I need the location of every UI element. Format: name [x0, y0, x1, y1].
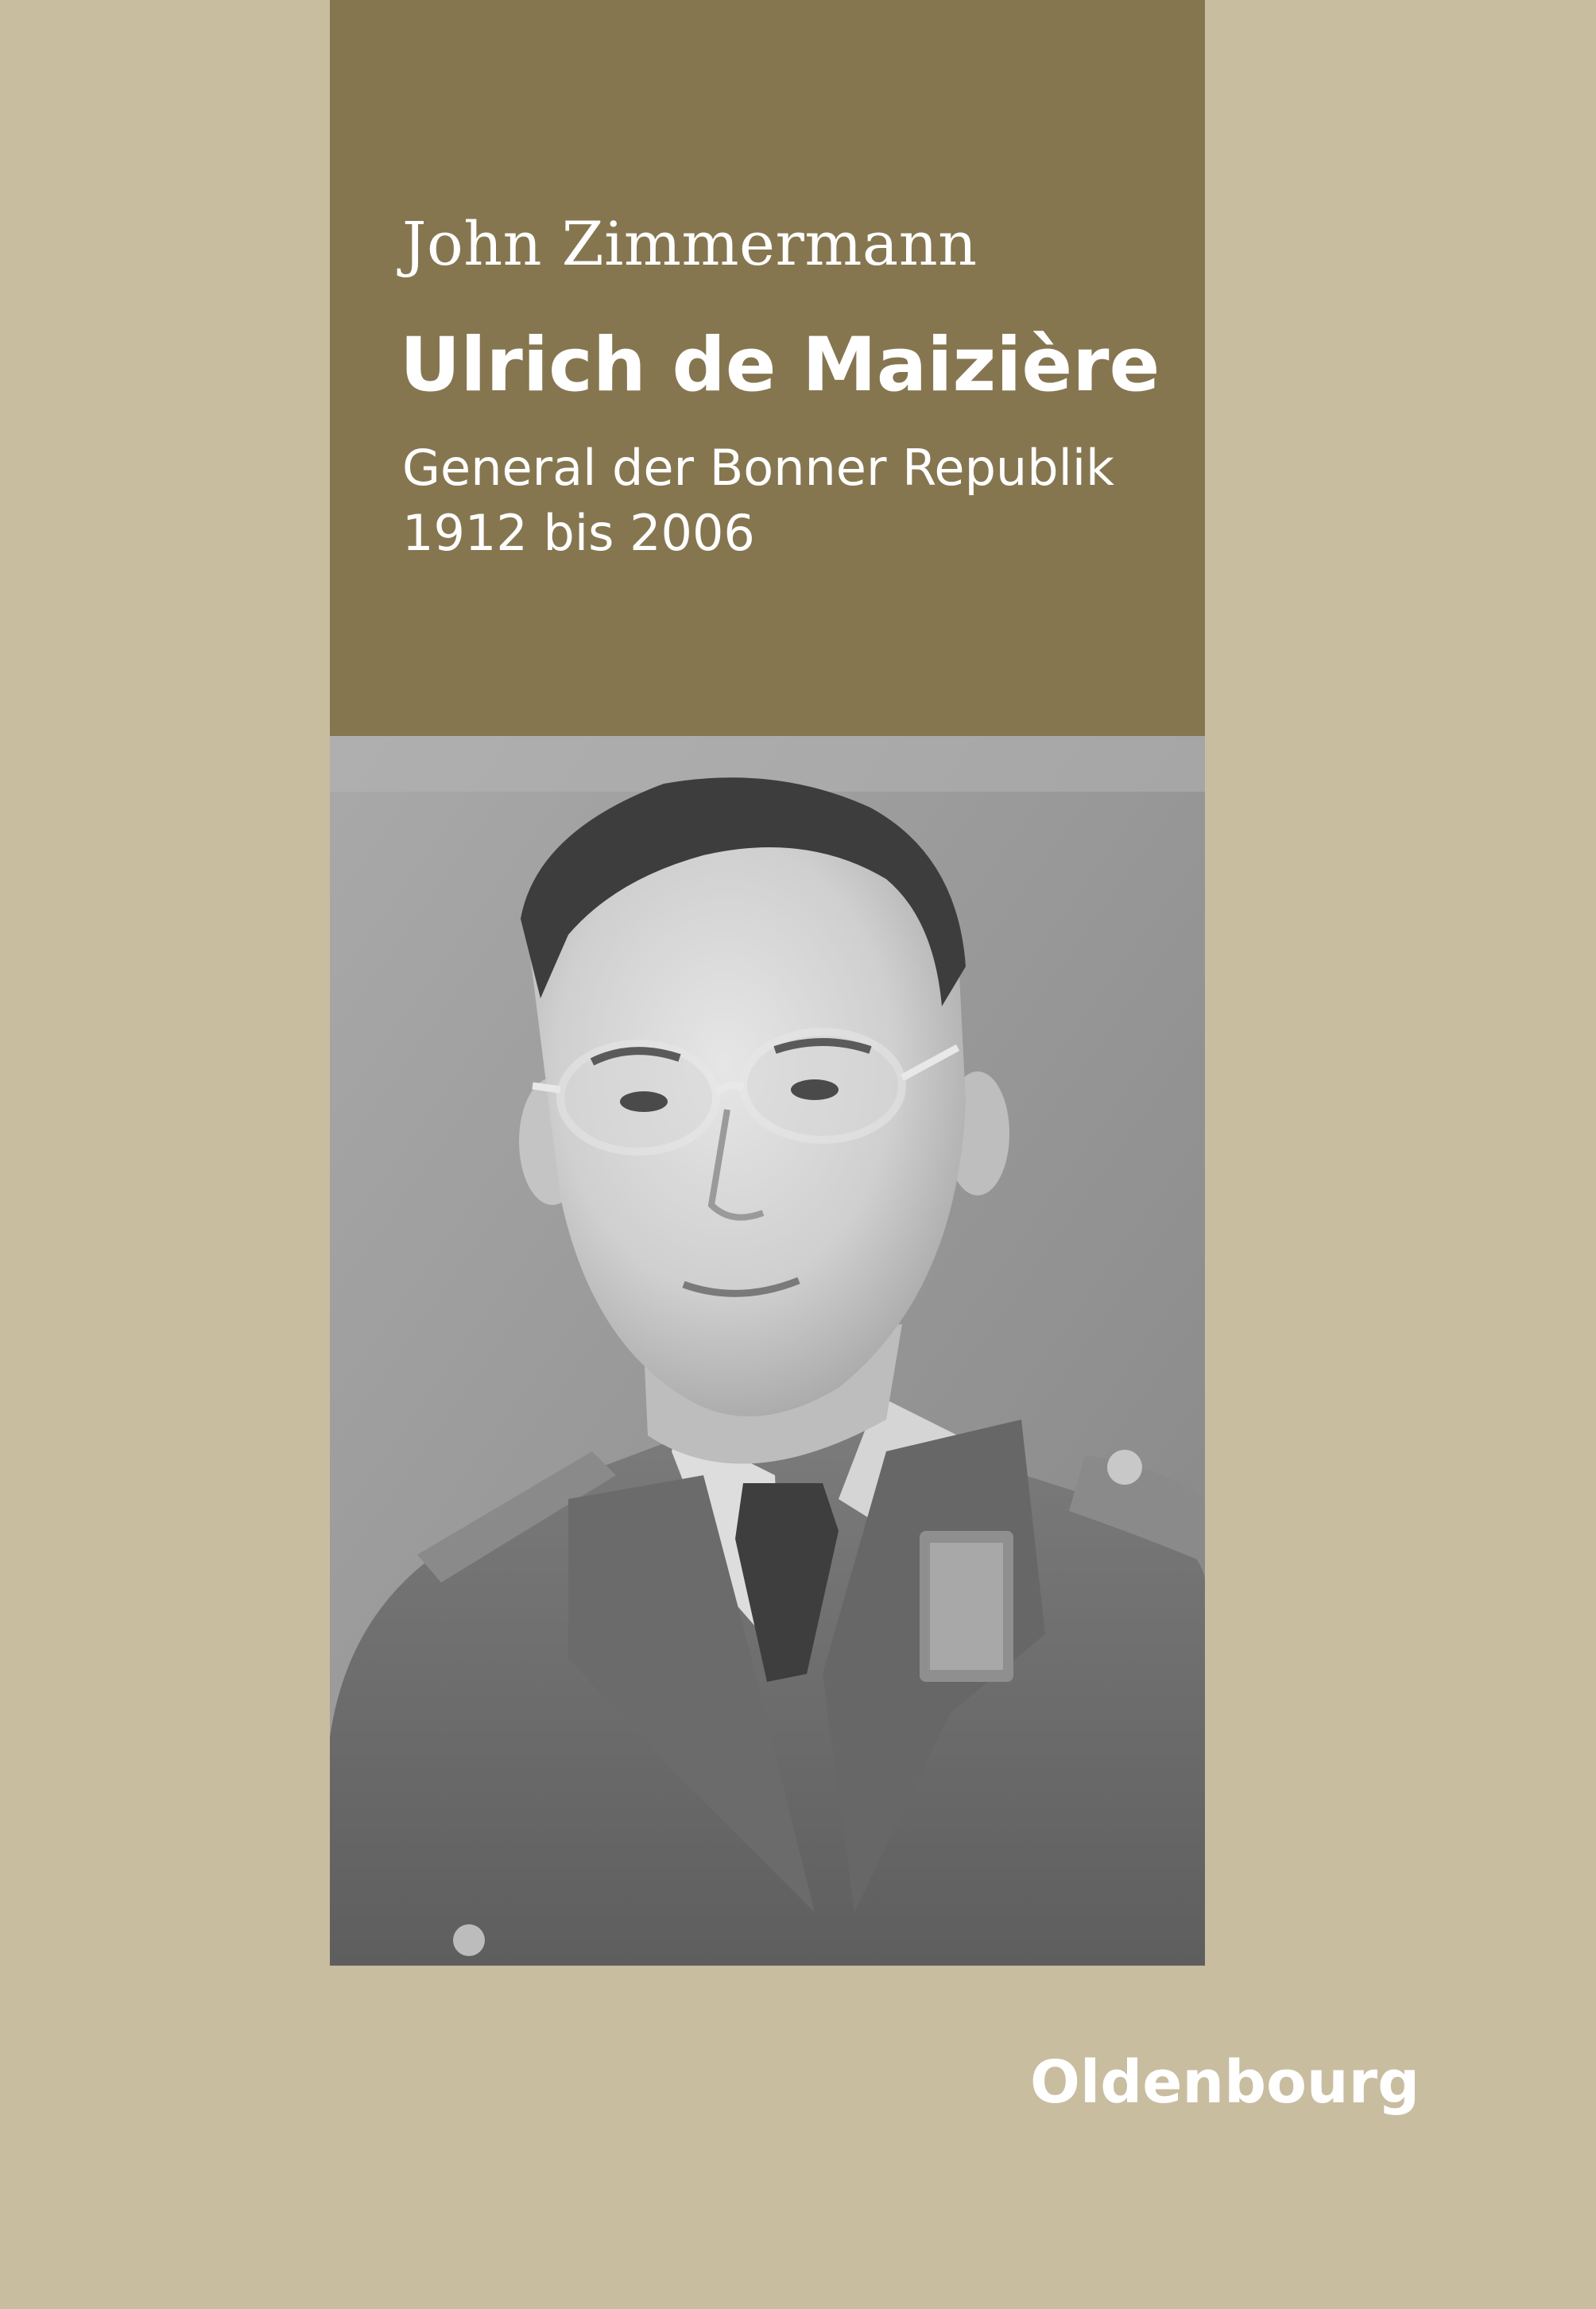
- book-title: Ulrich de Maizière: [400, 322, 1160, 409]
- portrait-photo: [330, 736, 1205, 1966]
- portrait-photo-icon: [330, 736, 1205, 1966]
- subtitle-line-1: General der Bonner Republik: [402, 439, 1114, 497]
- author-name: John Zimmermann: [402, 208, 978, 279]
- book-subtitle: [402, 436, 1114, 566]
- subtitle-line-2: 1912 bis 2006: [402, 504, 755, 562]
- title-panel: [330, 0, 1205, 736]
- publisher-name: Oldenbourg: [1030, 2048, 1420, 2117]
